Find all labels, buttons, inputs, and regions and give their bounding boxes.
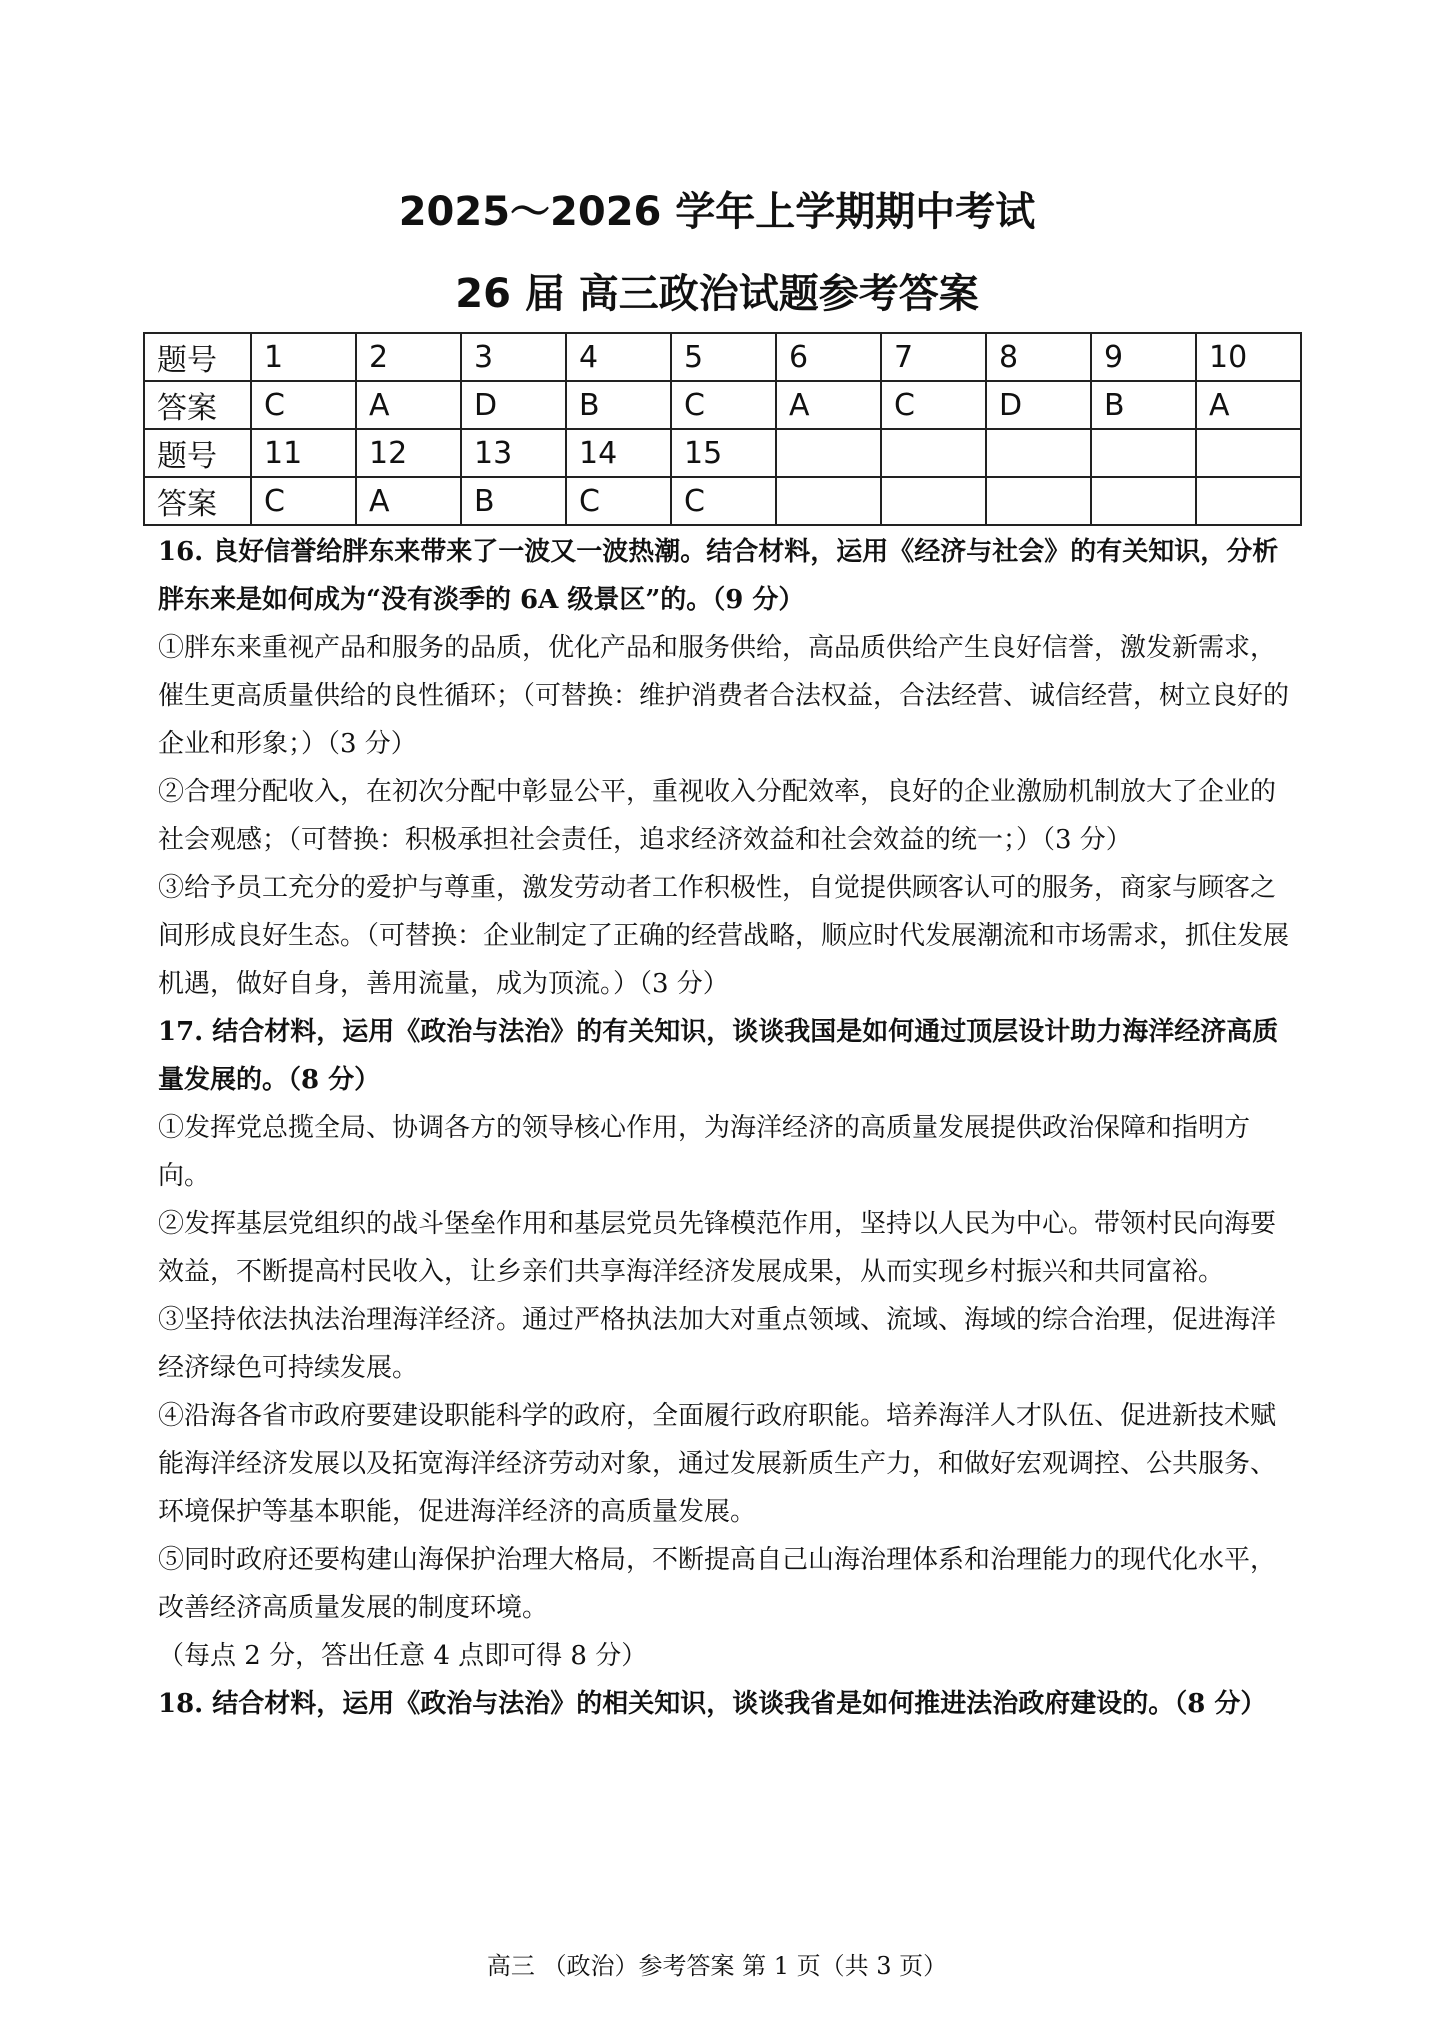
- row-label: 题号: [144, 429, 251, 477]
- answer-point: ②发挥基层党组织的战斗堡垒作用和基层党员先锋模范作用，坚持以人民为中心。带领村民向海要效益，不断提高村民收入，让乡亲们共享海洋经济发展成果，从而实现乡村振兴和共同富裕。: [158, 1209, 1277, 1287]
- page-subtitle: 26 届 高三政治试题参考答案: [455, 271, 979, 317]
- answer-point: ④沿海各省市政府要建设职能科学的政府，全面履行政府职能。培养海洋人才队伍、促进新技术赋能海洋经济发展以及拓宽海洋经济劳动对象，通过发展新质生产力，和做好宏观调控、公共服务、环境保护等基本职能，促进海洋经济的高质量发展。: [158, 1401, 1277, 1527]
- answer-point: ①胖东来重视产品和服务的品质，优化产品和服务供给，高品质供给产生良好信誉，激发新需求，催生更高质量供给的良性循环；（可替换：维护消费者合法权益，合法经营、诚信经营，树立良好的企业和形象；）（3 分）: [158, 633, 1290, 759]
- scoring-note: （每点 2 分，答出任意 4 点即可得 8 分）: [158, 1641, 648, 1671]
- table-cell: D: [461, 381, 566, 429]
- table-cell: 8: [986, 333, 1091, 381]
- table-cell: 7: [881, 333, 986, 381]
- table-cell: B: [461, 477, 566, 525]
- table-cell: [1196, 429, 1301, 477]
- table-row: [144, 429, 1301, 477]
- answer-point: ②合理分配收入，在初次分配中彰显公平，重视收入分配效率，良好的企业激励机制放大了企业的社会观感；（可替换：积极承担社会责任，追求经济效益和社会效益的统一；）（3 分）: [158, 777, 1277, 855]
- answer-point: ①发挥党总揽全局、协调各方的领导核心作用，为海洋经济的高质量发展提供政治保障和指明方向。: [158, 1113, 1251, 1191]
- table-cell: [881, 429, 986, 477]
- table-cell: A: [776, 381, 881, 429]
- table-cell: C: [251, 477, 356, 525]
- table-cell: [986, 429, 1091, 477]
- table-cell: [881, 477, 986, 525]
- answer-point: ③坚持依法执法治理海洋经济。通过严格执法加大对重点领域、流域、海域的综合治理，促进海洋经济绿色可持续发展。: [158, 1305, 1277, 1383]
- table-cell: 3: [461, 333, 566, 381]
- table-cell: [1091, 429, 1196, 477]
- table-cell: 15: [671, 429, 776, 477]
- table-cell: 2: [356, 333, 461, 381]
- page-title: 2025～2026 学年上学期期中考试: [398, 189, 1036, 235]
- table-cell: [986, 477, 1091, 525]
- table-cell: A: [1196, 381, 1301, 429]
- table-cell: C: [671, 381, 776, 429]
- table-cell: 10: [1196, 333, 1301, 381]
- table-cell: C: [671, 477, 776, 525]
- answer-table: [143, 332, 1302, 526]
- table-cell: B: [1091, 381, 1196, 429]
- table-cell: A: [356, 381, 461, 429]
- answer-content: [158, 528, 1290, 1728]
- table-cell: 14: [566, 429, 671, 477]
- table-cell: 4: [566, 333, 671, 381]
- question-18: 18. 结合材料，运用《政治与法治》的相关知识，谈谈我省是如何推进法治政府建设的。（8 分）: [158, 1689, 1267, 1719]
- page-footer: 高三 （政治）参考答案 第 1 页（共 3 页）: [486, 1952, 948, 1980]
- table-cell: 11: [251, 429, 356, 477]
- answer-point: ③给予员工充分的爱护与尊重，激发劳动者工作积极性，自觉提供顾客认可的服务，商家与顾客之间形成良好生态。（可替换：企业制定了正确的经营战略，顺应时代发展潮流和市场需求，抓住发展机遇，做好自身，善用流量，成为顶流。）（3 分）: [158, 873, 1290, 999]
- table-cell: D: [986, 381, 1091, 429]
- table-cell: 12: [356, 429, 461, 477]
- table-row: [144, 477, 1301, 525]
- table-cell: 13: [461, 429, 566, 477]
- table-cell: 6: [776, 333, 881, 381]
- table-cell: [776, 477, 881, 525]
- question-17: 17. 结合材料，运用《政治与法治》的有关知识，谈谈我国是如何通过顶层设计助力海洋经济高质量发展的。（8 分）: [158, 1017, 1279, 1095]
- table-cell: A: [356, 477, 461, 525]
- table-cell: [1196, 477, 1301, 525]
- question-16: 16. 良好信誉给胖东来带来了一波又一波热潮。结合材料，运用《经济与社会》的有关知识，分析胖东来是如何成为“没有淡季的 6A 级景区”的。（9 分）: [158, 537, 1279, 615]
- table-cell: [776, 429, 881, 477]
- table-cell: B: [566, 381, 671, 429]
- table-cell: [1091, 477, 1196, 525]
- table-cell: 9: [1091, 333, 1196, 381]
- answer-point: ⑤同时政府还要构建山海保护治理大格局，不断提高自己山海治理体系和治理能力的现代化水平，改善经济高质量发展的制度环境。: [158, 1545, 1277, 1623]
- table-cell: 5: [671, 333, 776, 381]
- table-row: [144, 333, 1301, 381]
- table-cell: C: [251, 381, 356, 429]
- table-cell: C: [566, 477, 671, 525]
- table-row: [144, 381, 1301, 429]
- table-cell: C: [881, 381, 986, 429]
- table-cell: 1: [251, 333, 356, 381]
- row-label: 答案: [144, 381, 251, 429]
- row-label: 答案: [144, 477, 251, 525]
- row-label: 题号: [144, 333, 251, 381]
